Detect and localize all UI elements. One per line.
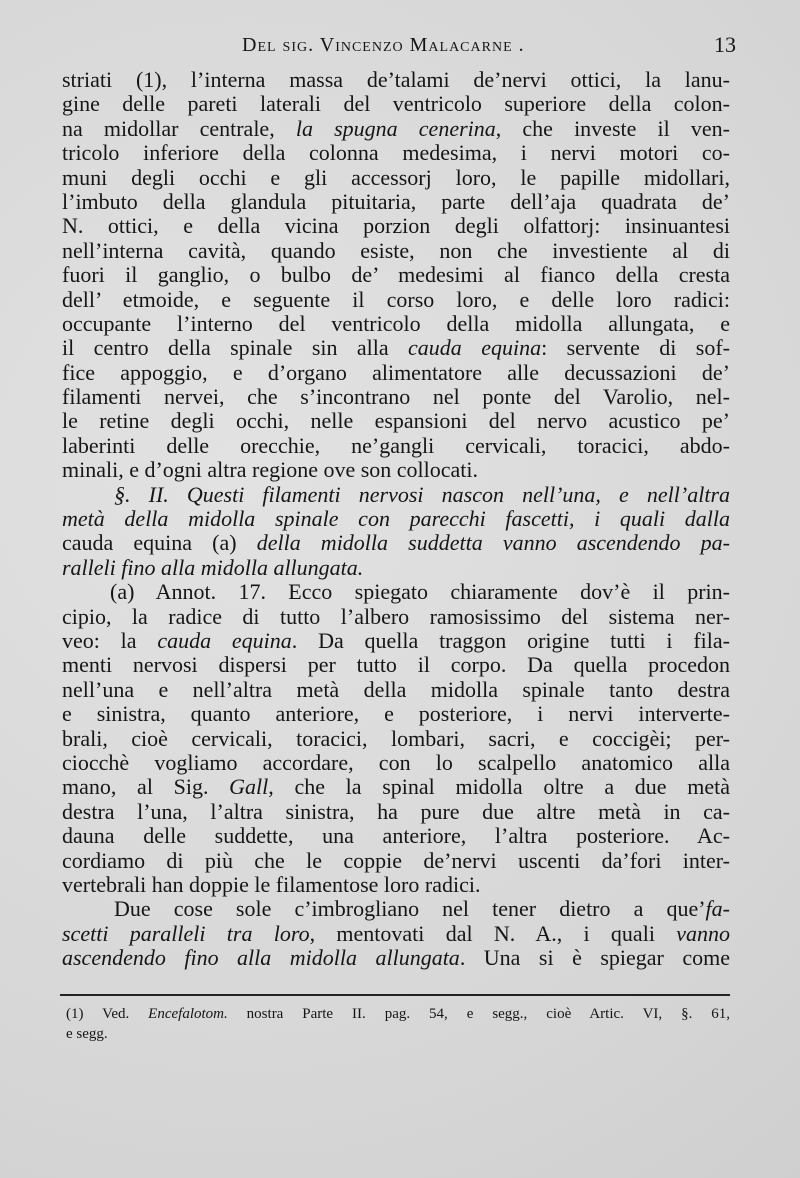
running-title: Del sig. Vincenzo Malacarne . — [242, 34, 525, 56]
text-line: N. ottici, e della vicina porzion degli olfattorj: insinuantesi — [62, 214, 730, 239]
text-line: gine delle pareti laterali del ventricolo superiore della colon- — [62, 92, 730, 117]
text-line: veo: la cauda equina. Da quella traggon origine tutti i fila- — [62, 628, 730, 653]
text-line: §. II. Questi filamenti nervosi nascon nell’una, e nell’altra — [114, 482, 730, 507]
text-line: destra l’una, l’altra sinistra, ha pure due altre metà in ca- — [62, 799, 730, 824]
main-text — [62, 68, 730, 970]
text-line: Due cose sole c’imbrogliano nel tener dietro a que’fa- — [114, 897, 730, 922]
text-line: dell’ etmoide, e seguente il corso loro, e delle loro radici: — [62, 287, 730, 312]
text-line: nell’interna cavità, quando esiste, non che investiente al di — [62, 238, 730, 263]
text-line: brali, cioè cervicali, toracici, lombari, sacri, e coccigèi; per- — [62, 726, 730, 751]
footnote-line: (1) Ved. Encefalotom. nostra Parte II. pag. 54, e segg., cioè Artic. VI, §. 61, — [66, 1006, 730, 1022]
text-line: striati (1), l’interna massa de’talami de’nervi ottici, la lanu- — [62, 68, 730, 92]
text-line: cipio, la radice di tutto l’albero ramosissimo del sistema ner- — [62, 604, 730, 629]
text-line: fuori il ganglio, o bulbo de’ medesimi al fianco della cresta — [62, 263, 730, 288]
text-line: le retine degli occhi, nelle espansioni del nervo acustico pe’ — [62, 409, 730, 434]
text-line: ciocchè vogliamo accordare, con lo scalpello anatomico alla — [62, 750, 730, 775]
text-line: e sinistra, quanto anteriore, e posteriore, i nervi interverte- — [62, 702, 730, 727]
text-line: vertebrali han doppie le filamentose loro radici. — [62, 872, 481, 897]
page-number: 13 — [714, 32, 736, 57]
text-line: cauda equina (a) della midolla suddetta vanno ascendendo pa- — [62, 531, 730, 556]
text-line: na midollar centrale, la spugna cenerina, che investe il ven- — [62, 116, 730, 141]
text-line: tricolo inferiore della colonna medesima, i nervi motori co- — [62, 141, 730, 166]
text-line: l’imbuto della glandula pituitaria, parte dell’aja quadrata de’ — [62, 189, 730, 214]
text-line: muni degli occhi e gli accessorj loro, le papille midollari, — [62, 165, 730, 190]
text-line: occupante l’interno del ventricolo della midolla allungata, e — [62, 311, 730, 336]
footnote-line: e segg. — [66, 1026, 108, 1042]
text-line: nell’una e nell’altra metà della midolla spinale tanto destra — [62, 677, 730, 702]
text-line: cordiamo di più che le coppie de’nervi uscenti da’fori inter- — [62, 848, 730, 873]
text-line: filamenti nervei, che s’incontrano nel ponte del Varolio, nel- — [62, 385, 730, 410]
text-line: menti nervosi dispersi per tutto il corpo. Da quella procedon — [62, 653, 730, 678]
text-line: laberinti delle orecchie, ne’gangli cervicali, toracici, abdo- — [62, 433, 730, 458]
text-line: ralleli fino alla midolla allungata. — [62, 555, 364, 580]
text-line: metà della midolla spinale con parecchi fascetti, i quali dalla — [62, 507, 730, 532]
text-line: (a) Annot. 17. Ecco spiegato chiaramente dov’è il prin- — [110, 580, 730, 605]
text-line: fice appoggio, e d’organo alimentatore alle decussazioni de’ — [62, 360, 730, 385]
text-line: dauna delle suddette, una anteriore, l’altra posteriore. Ac- — [62, 824, 730, 849]
page-header — [58, 30, 738, 64]
text-line: minali, e d’ogni altra regione ove son collocati. — [62, 458, 479, 483]
text-line: mano, al Sig. Gall, che la spinal midolla oltre a due metà — [62, 775, 730, 800]
footnote-rule — [60, 994, 730, 996]
footnote — [66, 1004, 730, 1044]
text-line: il centro della spinale sin alla cauda equina: servente di sof- — [62, 336, 730, 361]
text-line: scetti paralleli tra loro, mentovati dal N. A., i quali vanno — [62, 921, 730, 946]
text-line: ascendendo fino alla midolla allungata. Una si è spiegar come — [62, 946, 730, 971]
